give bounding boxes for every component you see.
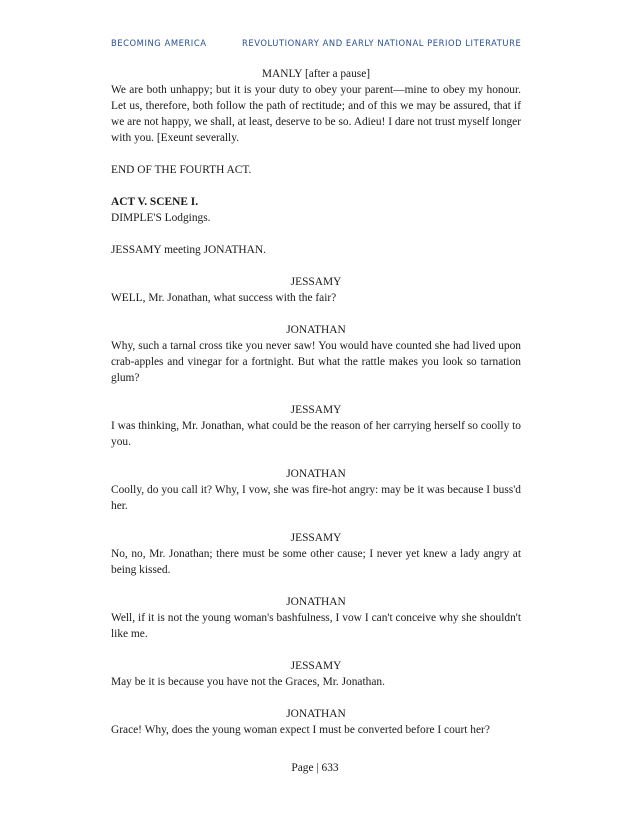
stage-direction: JESSAMY meeting JONATHAN. — [111, 244, 266, 256]
speech-paragraph: We are both unhappy; but it is your duty to obey your parent—mine to obey my honour. Let us, therefore, both follow the path of rectitude; and of this we may be assured, that if we are not happy, we shall, at least, deserve to be so. Adieu! I dare not trust myself longer with you. [Exeunt severally. — [111, 84, 521, 144]
dialogue-line: Well, if it is not the young woman's bashfulness, I vow I can't conceive why she shouldn't like me. — [111, 612, 521, 640]
header-book-title: BECOMING AMERICA — [111, 38, 207, 48]
speaker-name: JESSAMY — [290, 660, 342, 672]
scene-setting: DIMPLE'S Lodgings. — [111, 212, 211, 224]
dialogue-line: No, no, Mr. Jonathan; there must be some other cause; I never yet knew a lady angry at being kissed. — [111, 548, 521, 576]
dialogue-line: Why, such a tarnal cross tike you never saw! You would have counted she had lived upon crab-apples and vinegar for a fortnight. But what the rattle makes you look so tarnation glum? — [111, 340, 521, 384]
speaker-name: JONATHAN — [286, 468, 346, 480]
speaker-name: JONATHAN — [286, 324, 346, 336]
dialogue-line: Grace! Why, does the young woman expect I must be converted before I court her? — [111, 724, 490, 736]
running-header — [111, 38, 531, 48]
page-number: Page | 633 — [291, 762, 339, 774]
dialogue-line: I was thinking, Mr. Jonathan, what could be the reason of her carrying herself so coolly to you. — [111, 420, 521, 448]
dialogue-line: WELL, Mr. Jonathan, what success with the fair? — [111, 292, 337, 304]
speaker-name: MANLY [after a pause] — [261, 68, 371, 80]
speaker-name: JONATHAN — [286, 596, 346, 608]
speaker-name: JESSAMY — [290, 404, 342, 416]
speaker-name: JONATHAN — [286, 708, 346, 720]
speaker-name: JESSAMY — [290, 532, 342, 544]
dialogue-line: Coolly, do you call it? Why, I vow, she was fire-hot angry: may be it was because I buss'd her. — [111, 484, 521, 512]
dialogue-line: May be it is because you have not the Graces, Mr. Jonathan. — [111, 676, 385, 688]
play-text — [111, 66, 521, 738]
speaker-name: JESSAMY — [290, 276, 342, 288]
act-end-line: END OF THE FOURTH ACT. — [111, 164, 252, 176]
page-footer — [0, 762, 630, 774]
header-section-title: REVOLUTIONARY AND EARLY NATIONAL PERIOD LITERATURE — [242, 38, 522, 48]
act-scene-heading: ACT V. SCENE I. — [111, 196, 199, 208]
